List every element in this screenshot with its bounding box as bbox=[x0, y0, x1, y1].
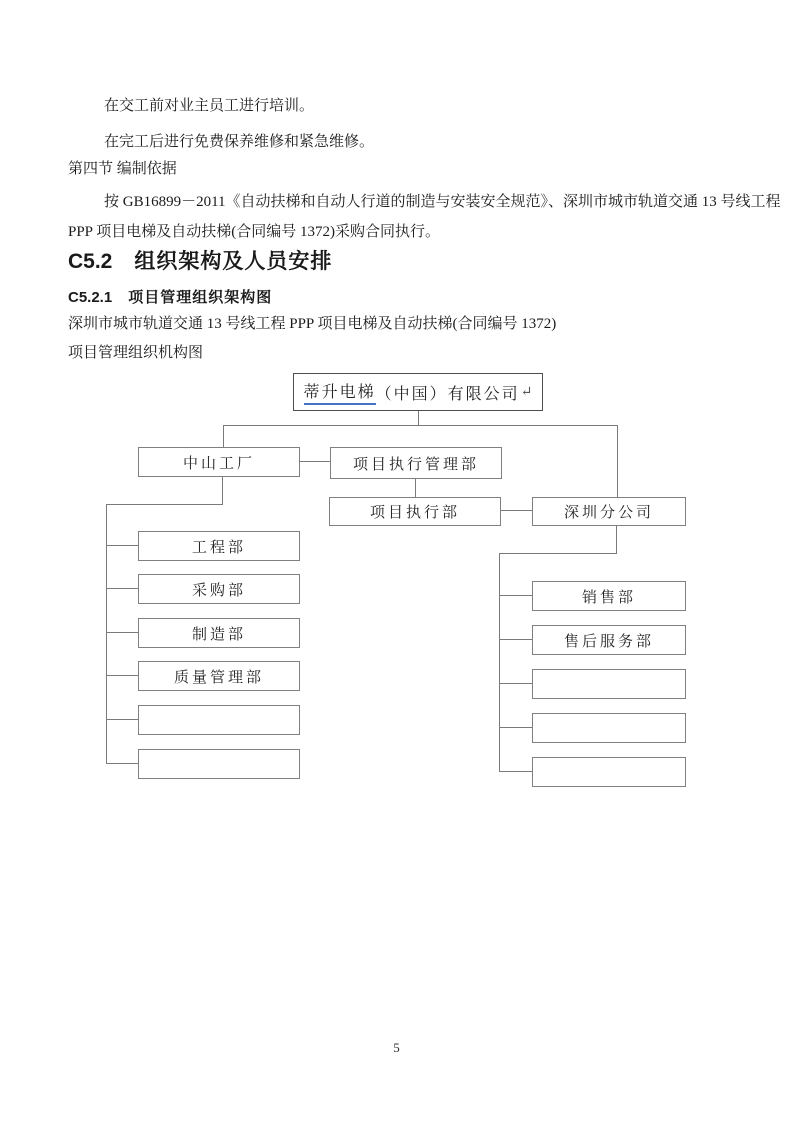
connector-branch-right-1 bbox=[499, 595, 532, 596]
org-box-empty-right-1 bbox=[532, 669, 686, 699]
paragraph-maintenance bbox=[68, 133, 726, 152]
company-brand-underlined: 蒂升电梯 bbox=[304, 379, 376, 405]
org-box-shenzhen-branch: 深圳分公司 bbox=[532, 497, 686, 526]
connector-pmexec-shenzhen bbox=[499, 510, 532, 511]
paragraph-text: 在交工前对业主员工进行培训。 bbox=[104, 98, 315, 114]
heading-title: 组织架构及人员安排 bbox=[134, 250, 333, 273]
paragraph-training bbox=[68, 97, 726, 116]
connector-branch-left-6 bbox=[106, 763, 138, 764]
paragraph-text: 在完工后进行免费保养维修和紧急维修。 bbox=[104, 134, 375, 150]
connector-right-elbow bbox=[499, 553, 617, 554]
connector-branch-left-3 bbox=[106, 632, 138, 633]
page-number: 5 bbox=[393, 1040, 400, 1055]
org-box-empty-right-3 bbox=[532, 757, 686, 787]
connector-branch-left-4 bbox=[106, 675, 138, 676]
org-box-sales-dept: 销售部 bbox=[532, 581, 686, 611]
org-box-project-exec-dept: 项目执行部 bbox=[329, 497, 501, 526]
heading-number: C5.2 bbox=[68, 250, 113, 273]
org-box-empty-left-2 bbox=[138, 749, 300, 779]
paragraph-basis bbox=[68, 187, 781, 247]
connector-branch-right-2 bbox=[499, 639, 532, 640]
connector-left-elbow bbox=[106, 504, 223, 505]
org-box-company-root bbox=[293, 373, 543, 411]
heading-number: C5.2.1 bbox=[68, 289, 113, 306]
org-box-empty-left-1 bbox=[138, 705, 300, 735]
connector-right-trunk bbox=[499, 553, 500, 771]
connector-branch-right-5 bbox=[499, 771, 532, 772]
return-mark-icon: ↵ bbox=[520, 384, 533, 400]
org-box-manufacturing-dept: 制造部 bbox=[138, 618, 300, 648]
connector-branch-right-3 bbox=[499, 683, 532, 684]
connector-branch-left-1 bbox=[106, 545, 138, 546]
org-box-quality-mgmt-dept: 质量管理部 bbox=[138, 661, 300, 691]
connector-factory-down bbox=[222, 475, 223, 504]
connector-left-trunk bbox=[106, 504, 107, 764]
section-heading: 第四节 编制依据 bbox=[68, 161, 177, 177]
org-box-empty-right-2 bbox=[532, 713, 686, 743]
org-box-zhongshan-factory: 中山工厂 bbox=[138, 447, 300, 477]
heading-c52 bbox=[68, 245, 726, 275]
connector-drop-right bbox=[617, 425, 618, 497]
connector-pmmgmt-pmexec bbox=[415, 477, 416, 497]
paragraph-line-1: 按 GB16899－2011《自动扶梯和自动人行道的制造与安装安全规范》、深圳市城市轨道交通 13 号线工程 bbox=[104, 194, 781, 210]
company-name-rest: （中国）有限公司 bbox=[375, 385, 520, 403]
paragraph-chart-caption: 项目管理组织机构图 bbox=[68, 345, 204, 361]
heading-c521 bbox=[68, 286, 726, 307]
org-box-engineering-dept: 工程部 bbox=[138, 531, 300, 561]
org-box-project-exec-mgmt-dept: 项目执行管理部 bbox=[330, 447, 502, 479]
paragraph-line-2: PPP 项目电梯及自动扶梯(合同编号 1372)采购合同执行。 bbox=[68, 224, 440, 240]
connector-root-stub bbox=[418, 409, 419, 425]
org-box-purchasing-dept: 采购部 bbox=[138, 574, 300, 604]
connector-branch-right-4 bbox=[499, 727, 532, 728]
org-box-aftersales-service-dept: 售后服务部 bbox=[532, 625, 686, 655]
connector-branch-left-2 bbox=[106, 588, 138, 589]
paragraph-project: 深圳市城市轨道交通 13 号线工程 PPP 项目电梯及自动扶梯(合同编号 1372) bbox=[68, 316, 557, 332]
connector-drop-left bbox=[223, 425, 224, 447]
connector-top-horizontal bbox=[223, 425, 618, 426]
heading-title: 项目管理组织架构图 bbox=[128, 289, 273, 306]
connector-shenzhen-down bbox=[616, 524, 617, 553]
connector-branch-left-5 bbox=[106, 719, 138, 720]
connector-factory-pmmgmt bbox=[298, 461, 330, 462]
